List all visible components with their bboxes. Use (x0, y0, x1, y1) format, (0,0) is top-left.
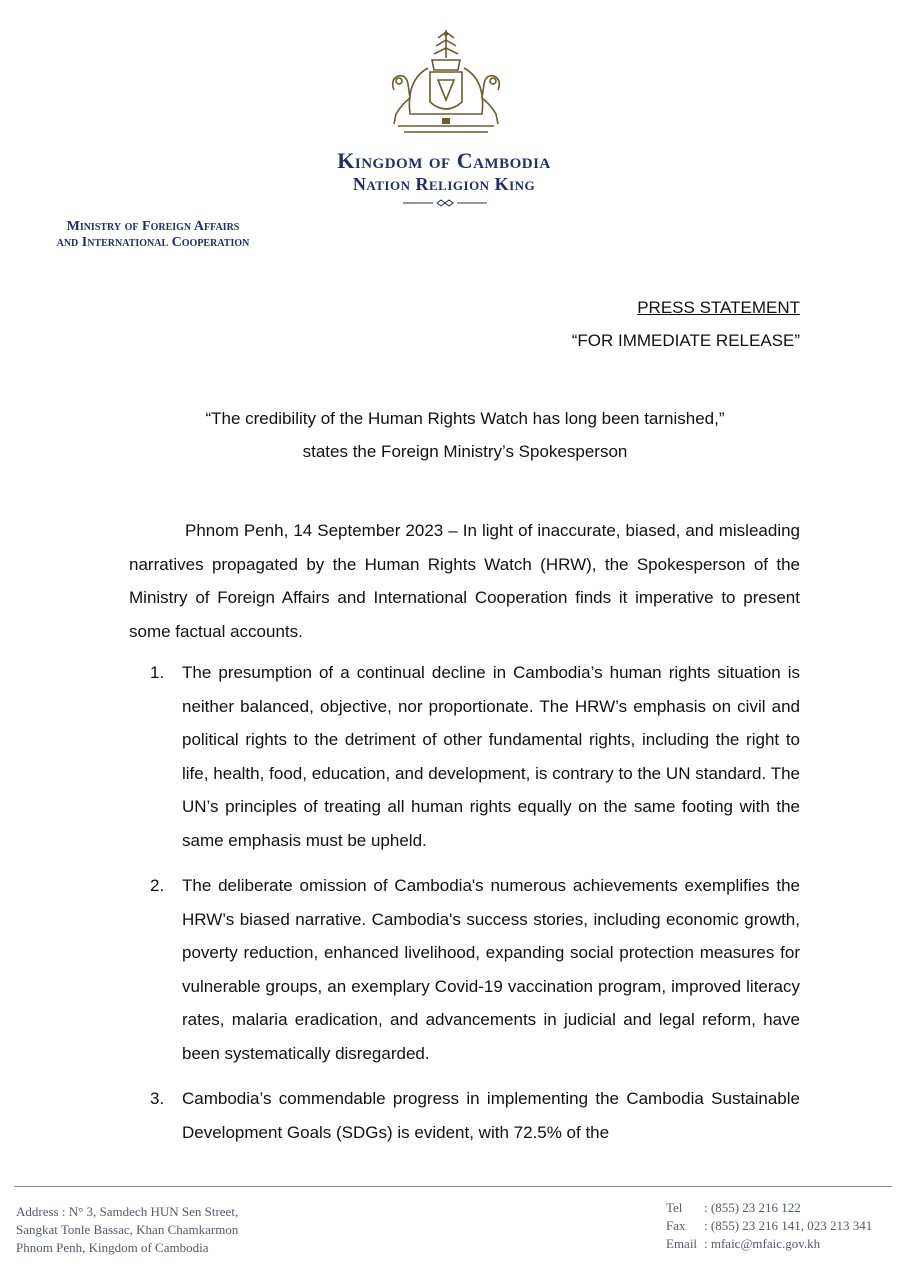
national-motto: Nation Religion King (352, 174, 536, 194)
footer-address (16, 1203, 316, 1257)
list-item-text: Cambodia’s commendable progress in implementing the Cambodia Sustainable Development Goals (SDGs) is evident, with 72.5% of the (182, 1089, 800, 1142)
statement-title-line-2: states the Foreign Ministry’s Spokesperson (302, 442, 628, 461)
list-item-number: 1. (150, 663, 165, 682)
intro-paragraph: Phnom Penh, 14 September 2023 – In light of inaccurate, biased, and misleading narratives propagated by the Human Rights Watch (HRW), the Spokesperson of the Ministry of Foreign Affairs and International Cooperation finds it imperative to present some factual accounts. (129, 521, 800, 641)
tel-value: : (855) 23 216 122 (704, 1200, 801, 1215)
footer-contact (666, 1199, 898, 1253)
statement-title-line-1: “The credibility of the Human Rights Watch has long been tarnished,” (205, 409, 725, 428)
list-item (150, 656, 800, 857)
list-item (150, 869, 800, 1070)
ministry-line-2: and International Cooperation (56, 235, 250, 250)
email-label: Email (666, 1236, 698, 1251)
royal-coat-of-arms-icon (384, 28, 508, 140)
list-item-number: 3. (150, 1089, 165, 1108)
list-item-number: 2. (150, 876, 165, 895)
press-statement-label: PRESS STATEMENT (637, 298, 800, 317)
address-line-3: Phnom Penh, Kingdom of Cambodia (16, 1240, 209, 1255)
email-value: : mfaic@mfaic.gov.kh (704, 1236, 821, 1251)
contact-fax (666, 1217, 898, 1235)
contact-tel (666, 1199, 898, 1217)
fax-value: : (855) 23 216 141, 023 213 341 (704, 1218, 873, 1233)
ministry-line-1: Ministry of Foreign Affairs (66, 219, 240, 234)
release-label: “FOR IMMEDIATE RELEASE” (571, 331, 800, 350)
address-line-1: Address : N° 3, Samdech HUN Sen Street, (16, 1204, 239, 1219)
ministry-name (18, 219, 288, 251)
tel-label: Tel (666, 1200, 683, 1215)
ornament-divider-icon (403, 198, 487, 208)
list-item-text: The presumption of a continual decline in Cambodia’s human rights situation is neither balanced, objective, nor proportionate. The HRW’s emphasis on civil and political rights to the detriment of other fundamental rights, including the right to life, health, food, education, and development, is contrary to the UN standard. The UN’s principles of treating all human rights equally on the same footing with the same emphasis must be upheld. (182, 663, 800, 850)
list-item (150, 1082, 800, 1149)
contact-email (666, 1235, 898, 1253)
list-item-text: The deliberate omission of Cambodia's numerous achievements exemplifies the HRW’s biased narrative. Cambodia's success stories, including economic growth, poverty reduction, enhanced livelihood, expanding social protection measures for vulnerable groups, an exemplary Covid-19 vaccination program, improved literacy rates, malaria eradication, and advancements in judicial and legal reform, have been systematically disregarded. (182, 876, 800, 1063)
address-line-2: Sangkat Tonle Bassac, Khan Chamkarmon (16, 1222, 239, 1237)
points-list (150, 656, 800, 1161)
footer-divider (14, 1186, 892, 1187)
fax-label: Fax (666, 1218, 686, 1233)
kingdom-title: Kingdom of Cambodia (337, 148, 551, 173)
